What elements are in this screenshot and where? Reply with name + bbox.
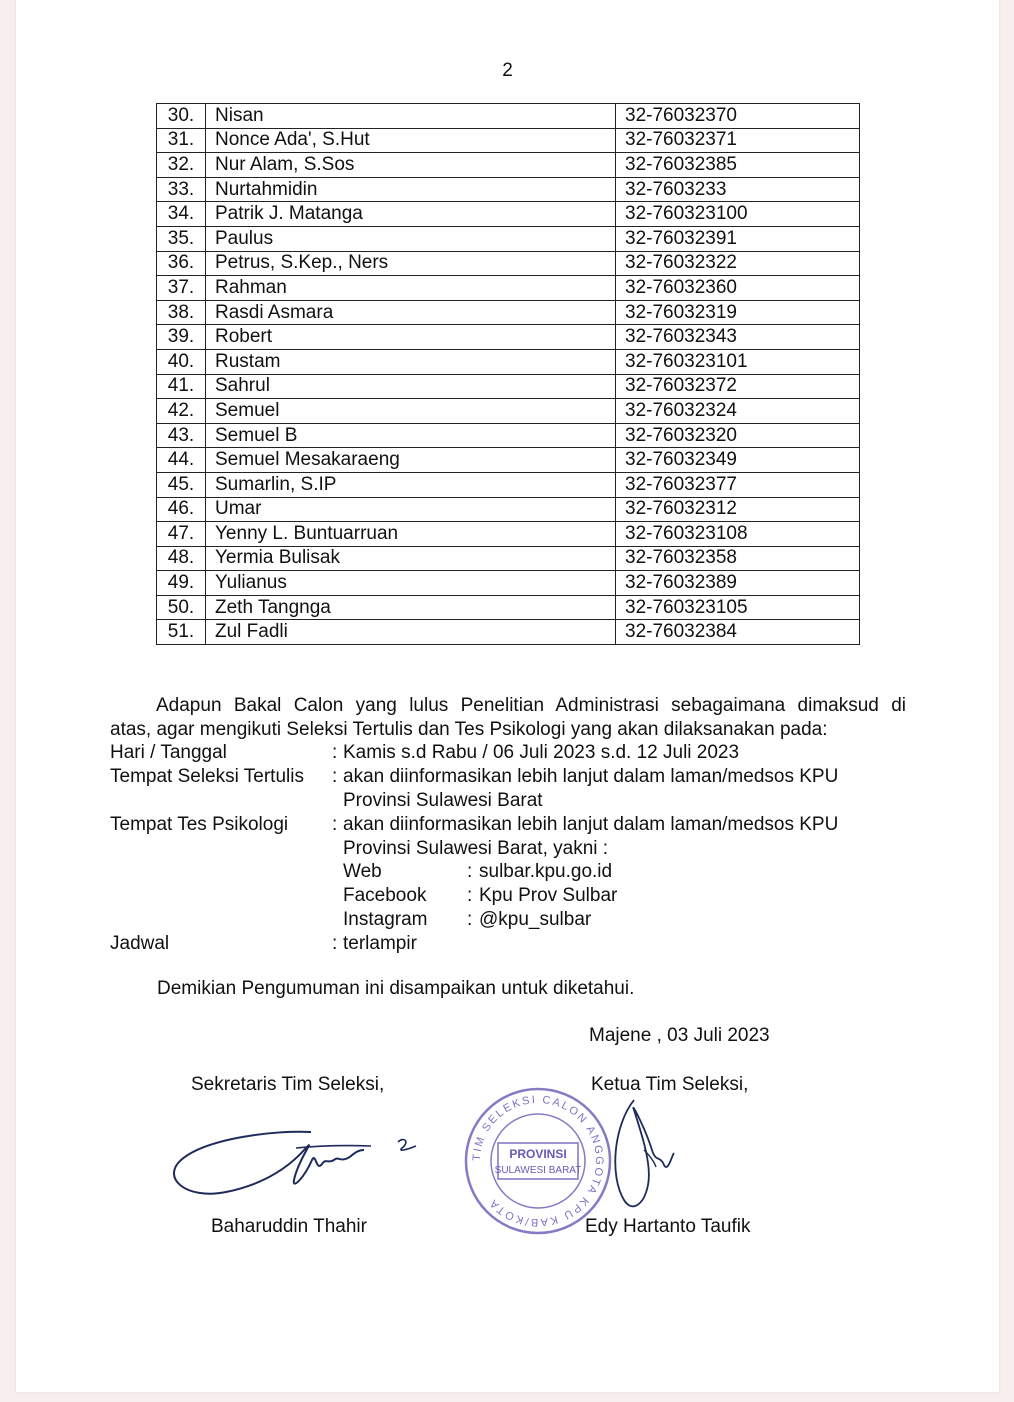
psych-test-value-2: Provinsi Sulawesi Barat, yakni : [343,838,609,859]
stamp-center-line-1: PROVINSI [509,1147,567,1161]
candidate-name: Petrus, S.Kep., Ners [206,251,616,276]
candidate-name: Nonce Ada', S.Hut [206,128,616,153]
jadwal-value: terlampir [343,933,417,954]
registration-number: 32-76032385 [616,153,860,178]
row-number: 45. [157,472,206,497]
table-row [157,620,860,645]
table-row [157,571,860,596]
registration-number: 32-76032343 [616,325,860,350]
table-row [157,325,860,350]
registration-number: 32-76032322 [616,251,860,276]
candidate-table [156,103,860,645]
registration-number: 32-76032324 [616,399,860,424]
web-value: sulbar.kpu.go.id [479,861,613,882]
row-number: 38. [157,300,206,325]
table-row [157,349,860,374]
official-stamp [463,1086,613,1236]
row-number: 50. [157,595,206,620]
announcement-paragraph [110,694,906,741]
candidate-name: Rustam [206,349,616,374]
colon: : [467,861,473,882]
registration-number: 32-760323105 [616,595,860,620]
place-date: Majene , 03 Juli 2023 [589,1025,770,1046]
row-number: 51. [157,620,206,645]
psych-test-value-1: akan diinformasikan lebih lanjut dalam laman/medsos KPU [343,814,839,835]
written-test-label: Tempat Seleksi Tertulis [110,766,304,787]
row-number: 39. [157,325,206,350]
table-row [157,374,860,399]
table-row [157,104,860,129]
registration-number: 32-76032391 [616,226,860,251]
colon: : [332,742,338,763]
row-number: 42. [157,399,206,424]
candidate-name: Robert [206,325,616,350]
registration-number: 32-76032389 [616,571,860,596]
row-number: 44. [157,448,206,473]
candidate-name: Paulus [206,226,616,251]
chair-title: Ketua Tim Seleksi, [591,1074,749,1095]
row-number: 47. [157,522,206,547]
row-number: 34. [157,202,206,227]
candidate-name: Yenny L. Buntuarruan [206,522,616,547]
registration-number: 32-76032371 [616,128,860,153]
row-number: 43. [157,423,206,448]
announcement-line-2: atas, agar mengikuti Seleksi Tertulis dan Tes Psikologi yang akan dilaksanakan pada: [110,718,828,740]
jadwal-label: Jadwal [110,933,170,954]
table-row [157,300,860,325]
registration-number: 32-76032372 [616,374,860,399]
table-row [157,226,860,251]
row-number: 41. [157,374,206,399]
registration-number: 32-76032312 [616,497,860,522]
candidate-name: Nisan [206,104,616,129]
document-page [16,0,999,1392]
registration-number: 32-76032360 [616,276,860,301]
registration-number: 32-760323101 [616,349,860,374]
registration-number: 32-76032319 [616,300,860,325]
date-label: Hari / Tanggal [110,742,227,763]
colon: : [332,766,338,787]
candidate-name: Nur Alam, S.Sos [206,153,616,178]
candidate-name: Nurtahmidin [206,177,616,202]
closing-sentence: Demikian Pengumuman ini disampaikan untuk diketahui. [157,978,635,999]
row-number: 37. [157,276,206,301]
date-value: Kamis s.d Rabu / 06 Juli 2023 s.d. 12 Juli 2023 [343,742,740,763]
table-row [157,472,860,497]
candidate-name: Yulianus [206,571,616,596]
candidate-name: Umar [206,497,616,522]
registration-number: 32-7603233 [616,177,860,202]
table-row [157,595,860,620]
candidate-name: Zeth Tangnga [206,595,616,620]
table-row [157,177,860,202]
table-row [157,399,860,424]
row-number: 32. [157,153,206,178]
registration-number: 32-76032349 [616,448,860,473]
registration-number: 32-76032358 [616,546,860,571]
candidate-name: Rasdi Asmara [206,300,616,325]
registration-number: 32-760323108 [616,522,860,547]
table-row [157,423,860,448]
table-row [157,276,860,301]
table-row [157,497,860,522]
table-row [157,202,860,227]
colon: : [332,933,338,954]
candidate-name: Patrik J. Matanga [206,202,616,227]
row-number: 40. [157,349,206,374]
stamp-center-line-2: SULAWESI BARAT [494,1165,582,1176]
row-number: 36. [157,251,206,276]
table-row [157,251,860,276]
written-test-value-2: Provinsi Sulawesi Barat [343,790,543,811]
registration-number: 32-76032370 [616,104,860,129]
secretary-title: Sekretaris Tim Seleksi, [191,1074,385,1095]
candidate-name: Rahman [206,276,616,301]
psych-test-label: Tempat Tes Psikologi [110,814,289,835]
facebook-value: Kpu Prov Sulbar [479,885,618,906]
row-number: 46. [157,497,206,522]
table-row [157,128,860,153]
announcement-line-1: Adapun Bakal Calon yang lulus Penelitian Administrasi sebagaimana dimaksud di [156,695,906,716]
table-row [157,546,860,571]
facebook-label: Facebook [343,885,427,906]
colon: : [467,909,473,930]
colon: : [467,885,473,906]
candidate-name: Yermia Bulisak [206,546,616,571]
row-number: 49. [157,571,206,596]
candidate-name: Zul Fadli [206,620,616,645]
web-label: Web [343,861,382,882]
instagram-label: Instagram [343,909,428,930]
instagram-value: @kpu_sulbar [479,909,592,930]
colon: : [332,814,338,835]
chair-signature [604,1095,684,1215]
candidate-name: Semuel [206,399,616,424]
row-number: 35. [157,226,206,251]
candidate-name: Semuel Mesakaraeng [206,448,616,473]
row-number: 33. [157,177,206,202]
chair-name: Edy Hartanto Taufik [585,1216,751,1237]
registration-number: 32-76032384 [616,620,860,645]
candidate-name: Sumarlin, S.IP [206,472,616,497]
row-number: 48. [157,546,206,571]
registration-number: 32-76032377 [616,472,860,497]
table-row [157,448,860,473]
written-test-value-1: akan diinformasikan lebih lanjut dalam laman/medsos KPU [343,766,839,787]
row-number: 30. [157,104,206,129]
secretary-signature [166,1120,436,1215]
row-number: 31. [157,128,206,153]
registration-number: 32-760323100 [616,202,860,227]
registration-number: 32-76032320 [616,423,860,448]
table-row [157,153,860,178]
secretary-name: Baharuddin Thahir [211,1216,367,1237]
candidate-name: Semuel B [206,423,616,448]
stamp-ring-text: TIM SELEKSI CALON ANGGOTA KPU KAB/KOTA [470,1093,606,1229]
candidate-name: Sahrul [206,374,616,399]
page-number: 2 [502,60,513,81]
table-row [157,522,860,547]
